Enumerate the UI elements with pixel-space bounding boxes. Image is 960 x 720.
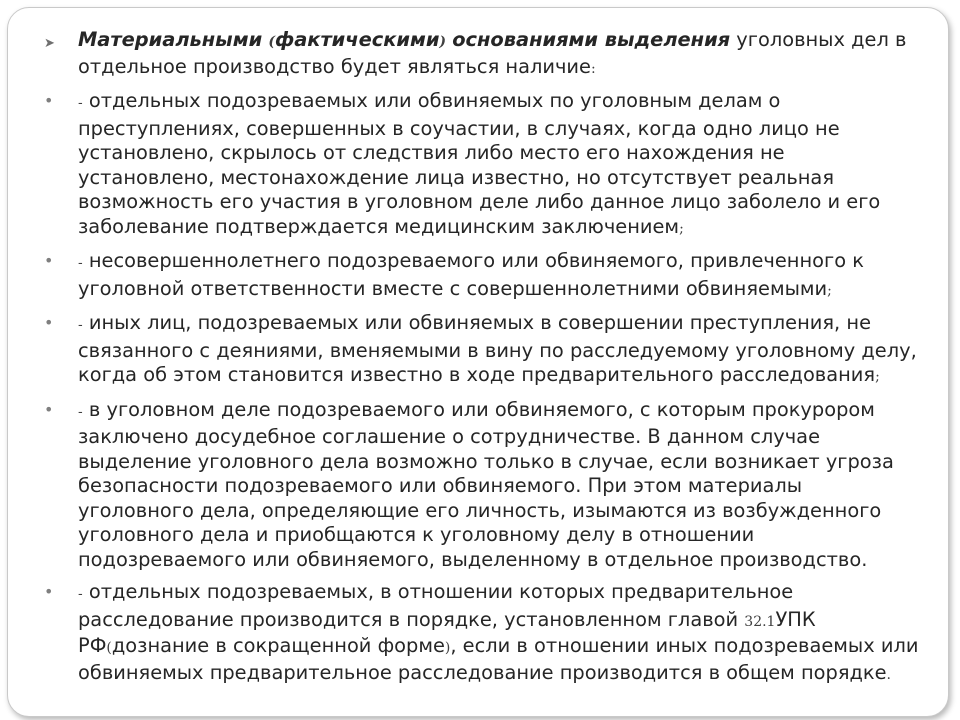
intro-heading-c: основаниями выделения <box>452 28 731 51</box>
dot-bullet-icon: • <box>44 582 54 601</box>
list-item <box>44 311 924 390</box>
intro-colon: : <box>590 60 596 77</box>
item-dash: - <box>78 256 83 271</box>
intro-heading-a: Материальными <box>78 28 263 51</box>
dot-bullet-icon: • <box>44 399 54 419</box>
item-end: ; <box>875 369 880 385</box>
item-text-b: УПК РФ <box>78 607 816 657</box>
chapter-number: 32.1 <box>744 613 776 630</box>
item-dash: - <box>78 404 83 420</box>
list-item <box>44 398 924 573</box>
arrow-bullet-icon: ➤ <box>44 36 55 51</box>
item-text-c: дознание в сокращенной форме <box>111 634 445 657</box>
intro-rest: уголовных дел в отдельное производство будет являться наличие <box>78 28 907 78</box>
dot-bullet-icon: • <box>44 251 54 270</box>
intro-paragraph <box>44 28 924 81</box>
item-end: . <box>861 547 868 571</box>
item-dash: - <box>78 587 83 602</box>
item-text: отдельных подозреваемых или обвиняемых по уголовным делам о преступлениях, совершенных в соучастии, в случаях, когда одно лицо не установлено, скрылось от следствия либо место его нахождения не установлено, местонахождение лица известно, но отсутствует реальная возможность его участия в уголовном деле либо данное лицо заболело и его заболевание подтверждается медицинским заключением <box>78 89 881 238</box>
item-paren-open: ( <box>106 640 112 656</box>
item-text: в уголовном деле подозреваемого или обвиняемого, с которым прокурором заключено досудебное соглашение о сотрудничестве. В данном случае выделение уголовного дела возможно только в случае, если возникает угроза безопасности подозреваемого или обвиняемого. При этом материалы уголовного дела, определяющие его личность, изымаются из возбужденного уголовного дела и приобщаются к уголовному делу в отношении подозреваемого или обвиняемого, выделенному в отдельное производство <box>78 397 894 571</box>
slide-content <box>44 28 924 695</box>
intro-paren-close: ) <box>439 34 447 50</box>
item-dash: - <box>78 318 83 333</box>
intro-paren-open: ( <box>268 34 275 50</box>
list-item <box>44 89 924 241</box>
dot-bullet-icon: • <box>44 313 54 332</box>
intro-heading-b: фактическими <box>274 28 440 51</box>
slide <box>7 7 949 717</box>
item-text: иных лиц, подозреваемых или обвиняемых в совершении преступления, не связанного с деяниями, вменяемыми в вину по расследуемому уголовному делу, когда об этом становится известно в ходе предварительного расследования <box>78 311 917 386</box>
item-end: ; <box>679 220 684 237</box>
item-text: несовершеннолетнего подозреваемого или обвиняемого, привлеченного к уголовной ответственности вместе с совершеннолетними обвиняемыми <box>78 249 864 300</box>
list-item <box>44 249 924 303</box>
item-text-d: , если в отношении иных подозреваемых или обвиняемых предварительное расследование производится в общем порядке <box>78 634 919 684</box>
item-end: . <box>886 666 891 683</box>
dot-bullet-icon: • <box>44 91 54 110</box>
item-paren-close: ) <box>444 640 451 656</box>
item-text-a: отдельных подозреваемых, в отношении которых предварительное расследование производится в порядке, установленном главой <box>78 580 794 631</box>
list-item <box>44 580 924 687</box>
item-dash: - <box>78 96 83 111</box>
item-end: ; <box>827 282 832 299</box>
